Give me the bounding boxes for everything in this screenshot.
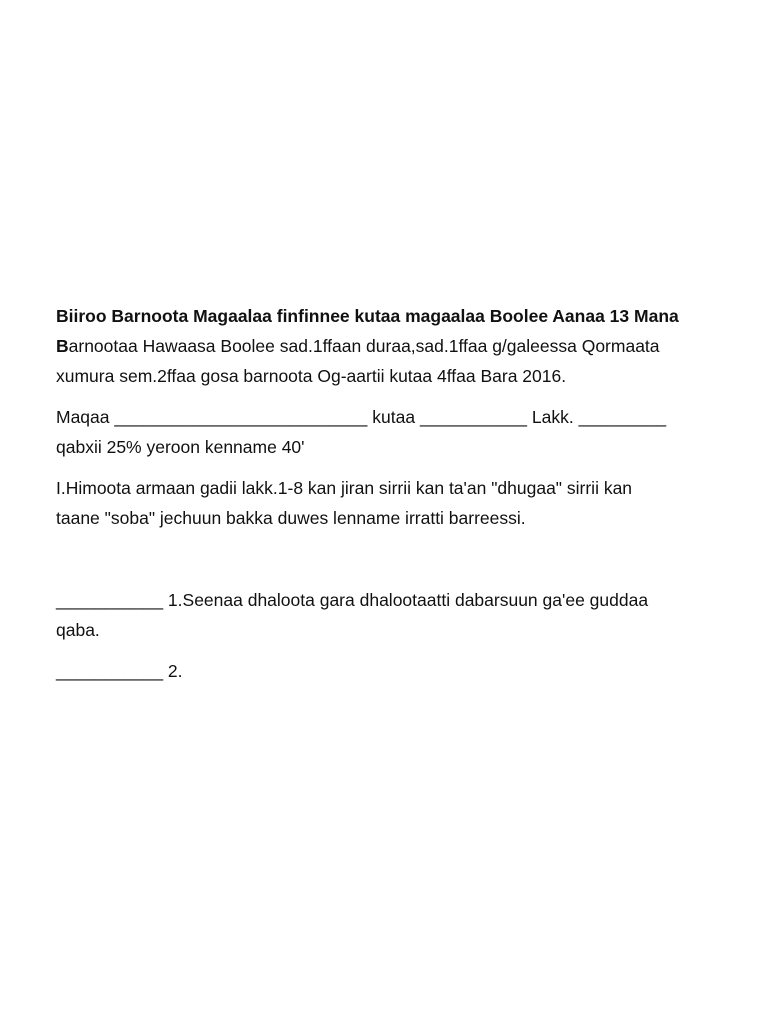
- question-1: [56, 585, 706, 645]
- instructions-line-2: taane "soba" jechuun bakka duwes lenname irratti barreessi.: [56, 508, 526, 528]
- header-line-2: [56, 331, 706, 361]
- question-2-line-1: ___________ 2.: [56, 661, 183, 681]
- question-2: [56, 656, 706, 686]
- header-line-2-text: arnootaa Hawaasa Boolee sad.1ffaan duraa,sad.1ffaa g/galeessa Qormaata: [68, 336, 660, 356]
- header-block: [56, 301, 706, 391]
- student-info-line-1: Maqaa __________________________ kutaa ___________ Lakk. _________: [56, 407, 667, 427]
- header-line-1: Biiroo Barnoota Magaalaa finfinnee kutaa magaalaa Boolee Aanaa 13 Mana: [56, 306, 679, 326]
- header-bold-initial: B: [56, 336, 69, 356]
- instructions-block: [56, 473, 706, 533]
- student-info-block: [56, 402, 706, 462]
- student-info-line-2: qabxii 25% yeroon kenname 40': [56, 437, 305, 457]
- question-1-line-2: qaba.: [56, 620, 100, 640]
- header-line-3: xumura sem.2ffaa gosa barnoota Og-aartii kutaa 4ffaa Bara 2016.: [56, 366, 567, 386]
- document-page: [56, 301, 706, 697]
- question-1-line-1: ___________ 1.Seenaa dhaloota gara dhalootaatti dabarsuun ga'ee guddaa: [56, 590, 649, 610]
- instructions-line-1: I.Himoota armaan gadii lakk.1-8 kan jiran sirrii kan ta'an "dhugaa" sirrii kan: [56, 478, 633, 498]
- spacer: [56, 544, 706, 585]
